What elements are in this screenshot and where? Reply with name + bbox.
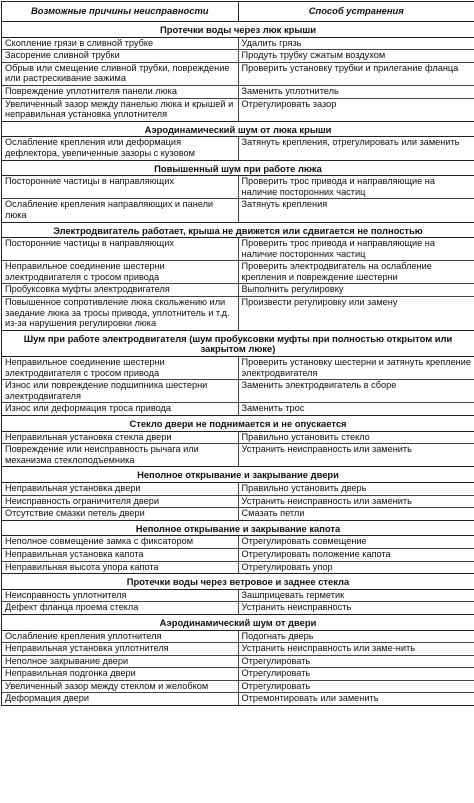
remedy-cell: Выполнить регулировку	[238, 284, 474, 297]
table-row	[2, 561, 474, 574]
cause-cell: Скопление грязи в сливной трубке	[2, 37, 238, 50]
remedy-cell: Правильно установить дверь	[238, 482, 474, 495]
table-row	[2, 589, 474, 602]
table-row	[2, 536, 474, 549]
table-row	[2, 403, 474, 416]
table-row	[2, 643, 474, 656]
section-title: Повышенный шум при работе люка	[2, 160, 474, 176]
cause-cell: Неправильная высота упора капота	[2, 561, 238, 574]
section-header-row	[2, 222, 474, 238]
remedy-cell: Зашприцевать герметик	[238, 589, 474, 602]
cause-cell: Неправильная установка капота	[2, 548, 238, 561]
table-row	[2, 444, 474, 467]
cause-cell: Неполное закрывание двери	[2, 655, 238, 668]
table-row	[2, 602, 474, 615]
section-header-row	[2, 416, 474, 432]
remedy-cell: Проверить установку шестерни и затянуть крепление электродвигателя	[238, 357, 474, 380]
table-row	[2, 297, 474, 331]
cause-cell: Повреждение или неисправность рычага или механизма стеклоподъемника	[2, 444, 238, 467]
remedy-cell: Проверить установку трубки и прилегание фланца	[238, 62, 474, 85]
remedy-cell: Заменить электродвигатель в сборе	[238, 380, 474, 403]
section-title: Электродвигатель работает, крыша не движется или сдвигается не полностью	[2, 222, 474, 238]
cause-cell: Повышенное сопротивление люка скольжению или заедание люка за тросы привода, уплотнитель и т.д. из-за нарушения регулировки люка	[2, 297, 238, 331]
remedy-cell: Удалить грязь	[238, 37, 474, 50]
section-header-row	[2, 22, 474, 38]
section-header-row	[2, 467, 474, 483]
section-header-row	[2, 574, 474, 590]
remedy-cell: Подогнать дверь	[238, 630, 474, 643]
table-row	[2, 380, 474, 403]
cause-cell: Повреждение уплотнителя панели люка	[2, 85, 238, 98]
remedy-cell: Смазать петли	[238, 508, 474, 521]
table-row	[2, 37, 474, 50]
remedy-cell: Устранить неисправность или заменить	[238, 495, 474, 508]
troubleshooting-sheet	[1, 1, 474, 706]
cause-cell: Ослабление крепления уплотнителя	[2, 630, 238, 643]
cause-cell: Увеличенный зазор между панелью люка и крышей и неправильная установка уплотнителя	[2, 98, 238, 121]
remedy-cell: Устранить неисправность	[238, 602, 474, 615]
section-header-row	[2, 614, 474, 630]
remedy-cell: Отрегулировать	[238, 668, 474, 681]
table-row	[2, 693, 474, 705]
table-body	[2, 22, 474, 706]
section-header-row	[2, 330, 474, 356]
table-row	[2, 137, 474, 160]
table-row	[2, 482, 474, 495]
table-row	[2, 495, 474, 508]
table-row	[2, 357, 474, 380]
remedy-cell: Отрегулировать	[238, 655, 474, 668]
cause-cell: Пробуксовка муфты электродвигателя	[2, 284, 238, 297]
section-header-row	[2, 520, 474, 536]
table-row	[2, 261, 474, 284]
cause-cell: Неисправность уплотнителя	[2, 589, 238, 602]
cause-cell: Увеличенный зазор между стеклом и желобком	[2, 680, 238, 693]
remedy-cell: Отремонтировать или заменить	[238, 693, 474, 705]
header-remedy: Способ устранения	[238, 2, 474, 22]
section-title: Протечки воды через ветровое и заднее стекла	[2, 574, 474, 590]
cause-cell: Неправильное соединение шестерни электродвигателя с тросом привода	[2, 357, 238, 380]
remedy-cell: Отрегулировать упор	[238, 561, 474, 574]
section-title: Неполное открывание и закрывание капота	[2, 520, 474, 536]
remedy-cell: Проверить трос привода и направляющие на наличие посторонних частиц	[238, 238, 474, 261]
remedy-cell: Произвести регулировку или замену	[238, 297, 474, 331]
remedy-cell: Заменить уплотнитель	[238, 85, 474, 98]
table-row	[2, 508, 474, 521]
cause-cell: Неисправность ограничителя двери	[2, 495, 238, 508]
header-row	[2, 2, 474, 22]
table-row	[2, 548, 474, 561]
cause-cell: Неправильное соединение шестерни электродвигателя с тросом привода	[2, 261, 238, 284]
cause-cell: Неполное совмещение замка с фиксатором	[2, 536, 238, 549]
remedy-cell: Заменить трос	[238, 403, 474, 416]
section-title: Стекло двери не поднимается и не опускается	[2, 416, 474, 432]
section-header-row	[2, 121, 474, 137]
cause-cell: Износ или деформация троса привода	[2, 403, 238, 416]
cause-cell: Деформация двери	[2, 693, 238, 705]
remedy-cell: Затянуть крепления	[238, 199, 474, 222]
section-title: Шум при работе электродвигателя (шум пробуксовки муфты при полностью открытом или закрытом люке)	[2, 330, 474, 356]
cause-cell: Ослабление крепления или деформация дефлектора, увеличенные зазоры с кузовом	[2, 137, 238, 160]
table-row	[2, 98, 474, 121]
table-row	[2, 50, 474, 63]
remedy-cell: Устранить неисправность или заме-нить	[238, 643, 474, 656]
cause-cell: Посторонние частицы в направляющих	[2, 238, 238, 261]
remedy-cell: Продуть трубку сжатым воздухом	[238, 50, 474, 63]
table-row	[2, 199, 474, 222]
cause-cell: Ослабление крепления направляющих и панели люка	[2, 199, 238, 222]
section-title: Протечки воды через люк крыши	[2, 22, 474, 38]
cause-cell: Неправильная подгонка двери	[2, 668, 238, 681]
remedy-cell: Проверить электродвигатель на ослабление крепления и повреждение шестерни	[238, 261, 474, 284]
remedy-cell: Отрегулировать положение капота	[238, 548, 474, 561]
remedy-cell: Устранить неисправность или заменить	[238, 444, 474, 467]
section-title: Аэродинамический шум от люка крыши	[2, 121, 474, 137]
remedy-cell: Правильно установить стекло	[238, 431, 474, 444]
cause-cell: Износ или повреждение подшипника шестерни электродвигателя	[2, 380, 238, 403]
cause-cell: Дефект фланца проема стекла	[2, 602, 238, 615]
table-row	[2, 85, 474, 98]
table-row	[2, 655, 474, 668]
remedy-cell: Затянуть крепления, отрегулировать или заменить	[238, 137, 474, 160]
remedy-cell: Отрегулировать совмещение	[238, 536, 474, 549]
section-title: Неполное открывание и закрывание двери	[2, 467, 474, 483]
table-row	[2, 238, 474, 261]
section-title: Аэродинамический шум от двери	[2, 614, 474, 630]
table-row	[2, 668, 474, 681]
table-row	[2, 284, 474, 297]
table-row	[2, 62, 474, 85]
table-row	[2, 680, 474, 693]
cause-cell: Посторонние частицы в направляющих	[2, 176, 238, 199]
remedy-cell: Отрегулировать зазор	[238, 98, 474, 121]
section-header-row	[2, 160, 474, 176]
cause-cell: Неправильная установка уплотнителя	[2, 643, 238, 656]
cause-cell: Неправильная установка двери	[2, 482, 238, 495]
cause-cell: Отсутствие смазки петель двери	[2, 508, 238, 521]
cause-cell: Засорение сливной трубки	[2, 50, 238, 63]
remedy-cell: Проверить трос привода и направляющие на наличие посторонних частиц	[238, 176, 474, 199]
cause-cell: Неправильная установка стекла двери	[2, 431, 238, 444]
troubleshooting-table	[2, 2, 474, 705]
table-row	[2, 176, 474, 199]
cause-cell: Обрыв или смещение сливной трубки, повреждение или растрескивание зажима	[2, 62, 238, 85]
table-row	[2, 431, 474, 444]
table-row	[2, 630, 474, 643]
remedy-cell: Отрегулировать	[238, 680, 474, 693]
header-causes: Возможные причины неисправности	[2, 2, 238, 22]
